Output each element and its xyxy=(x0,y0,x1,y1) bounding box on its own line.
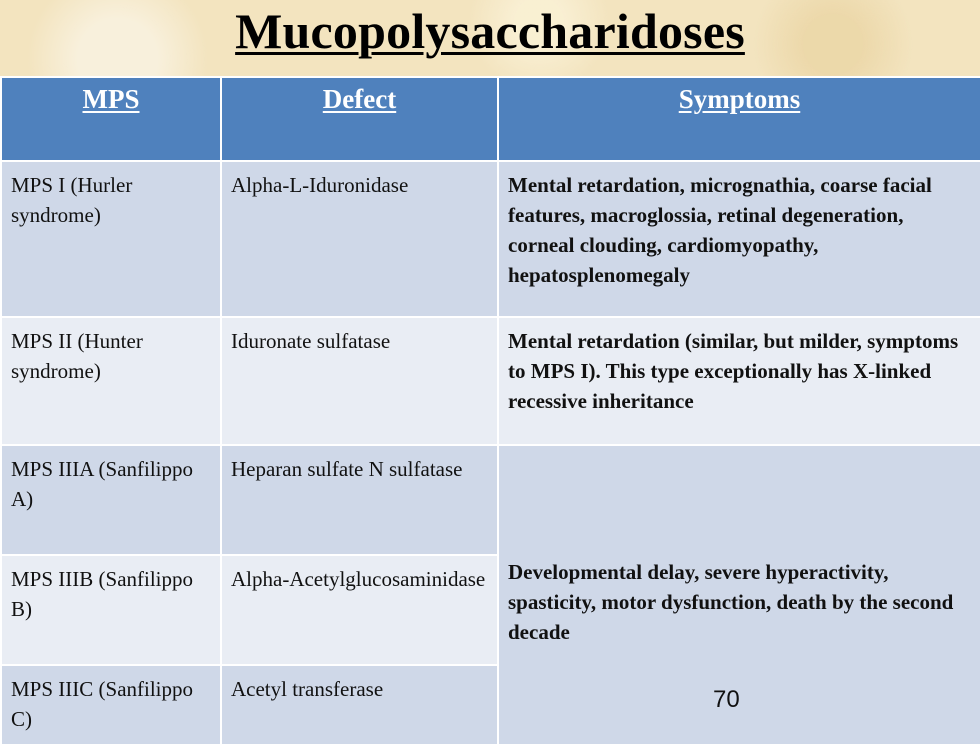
sanfilippo-symptoms-cell: Developmental delay, severe hyperactivity, spasticity, motor dysfunction, death by the second decade xyxy=(498,445,980,745)
header-mps: MPS xyxy=(1,77,221,161)
defect-cell: Alpha-Acetylglucosaminidase xyxy=(221,555,498,665)
defect-cell: Acetyl transferase xyxy=(221,665,498,745)
defect-cell: Heparan sulfate N sulfatase xyxy=(221,445,498,555)
symptoms-line: corneal clouding, cardiomyopathy, hepatosplenomegaly xyxy=(508,233,819,287)
header-defect: Defect xyxy=(221,77,498,161)
symptoms-cell xyxy=(498,317,980,445)
page-number: 70 xyxy=(713,686,740,713)
table-row xyxy=(1,445,980,555)
symptoms-cell xyxy=(498,161,980,317)
mps-table xyxy=(0,76,980,746)
mps-cell: MPS IIIC (Sanfilippo C) xyxy=(1,665,221,745)
defect-cell: Iduronate sulfatase xyxy=(221,317,498,445)
table-header-row xyxy=(1,77,980,161)
mps-cell: MPS IIIB (Sanfilippo B) xyxy=(1,555,221,665)
mps-cell: MPS II (Hunter syndrome) xyxy=(1,317,221,445)
symptoms-line: Mental retardation, micrognathia, coarse facial features, macroglossia, retinal degeneration, xyxy=(508,173,932,227)
slide-title: Mucopolysaccharidoses xyxy=(235,3,745,59)
mps-cell: MPS I (Hurler syndrome) xyxy=(1,161,221,317)
table-row xyxy=(1,161,980,317)
table-row xyxy=(1,317,980,445)
defect-cell: Alpha-L-Iduronidase xyxy=(221,161,498,317)
mps-cell: MPS IIIA (Sanfilippo A) xyxy=(1,445,221,555)
header-symptoms: Symptoms xyxy=(498,77,980,161)
symptoms-line: recessive inheritance xyxy=(508,389,694,413)
symptoms-line: Mental retardation (similar, but milder, symptoms to MPS I). This type exceptionally has X-linked xyxy=(508,329,959,383)
